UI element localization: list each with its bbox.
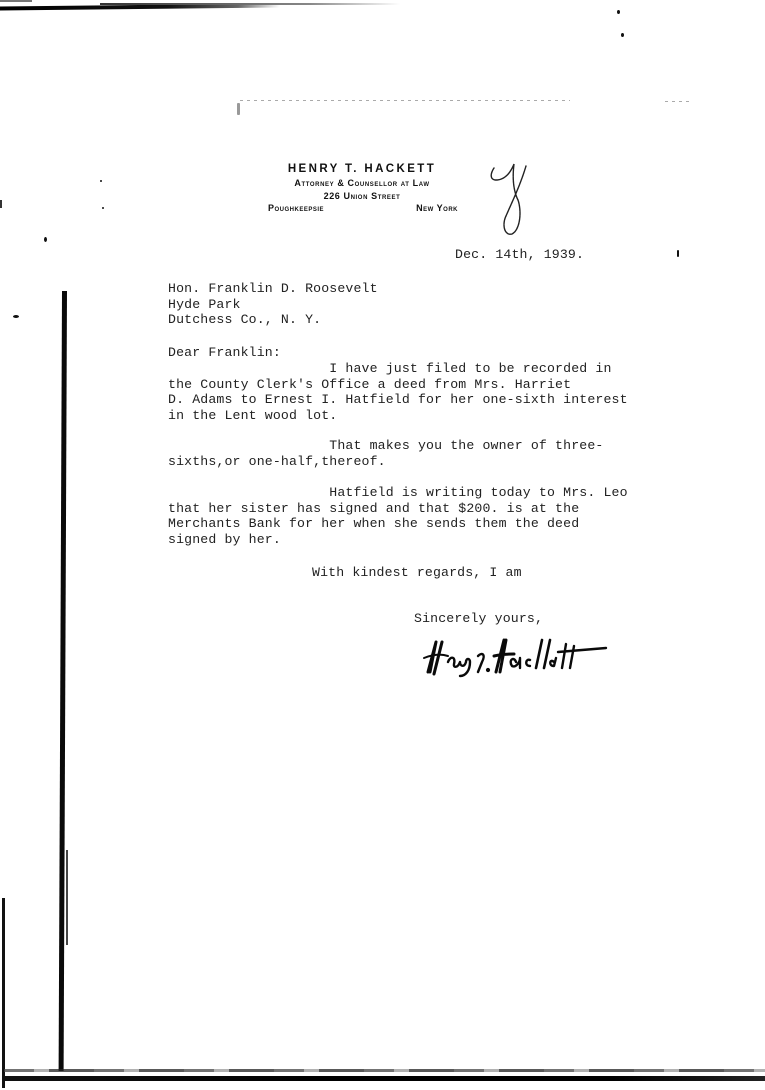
- letterhead-name: HENRY T. HACKETT: [287, 163, 437, 175]
- letterhead-title: Attorney & Counsellor at Law: [294, 178, 430, 188]
- scan-faint-line: [665, 101, 690, 102]
- scan-edge-mark: [0, 0, 32, 2]
- body-line: signed by her.: [168, 531, 281, 547]
- salutation: Dear Franklin:: [168, 345, 281, 360]
- scan-bottom-border-faint: [4, 1069, 765, 1072]
- body-line: Merchants Bank for her when she sends them the deed: [168, 516, 580, 531]
- letter-date: Dec. 14th, 1939.: [455, 247, 585, 262]
- body-paragraph-2: [168, 438, 603, 469]
- letterhead-city-row: [262, 202, 462, 215]
- recipient-line: Hon. Franklin D. Roosevelt: [168, 281, 378, 296]
- scan-left-thin-line: [66, 850, 68, 945]
- handwritten-initial-icon: [484, 160, 554, 240]
- handwritten-signature-icon: [420, 632, 610, 678]
- body-line: that her sister has signed and that $200. is at the: [168, 500, 580, 516]
- speck: [617, 10, 620, 14]
- letterhead-address: 226 Union Street: [323, 191, 401, 201]
- scan-left-binding-bar: [59, 291, 67, 1071]
- closing-line: With kindest regards, I am: [312, 565, 522, 580]
- body-paragraph-3: [168, 485, 628, 547]
- scan-top-border-faint: [100, 3, 400, 5]
- speck: [621, 33, 624, 37]
- speck: [677, 250, 679, 257]
- recipient-address: [168, 281, 378, 328]
- letterhead-state: New York: [416, 203, 458, 213]
- body-line: in the Lent wood lot.: [168, 407, 338, 423]
- body-line: Hatfield is writing today to Mrs. Leo: [168, 485, 628, 500]
- body-paragraph-1: [168, 361, 628, 423]
- speck: [13, 315, 19, 318]
- scan-faint-line: [240, 100, 570, 101]
- speck: [44, 237, 47, 242]
- signoff: Sincerely yours,: [414, 611, 544, 626]
- recipient-line: Hyde Park: [168, 296, 241, 312]
- scan-left-edge: [2, 898, 5, 1088]
- recipient-line: Dutchess Co., N. Y.: [168, 312, 322, 327]
- speck: [102, 207, 104, 209]
- speck: [100, 180, 102, 182]
- body-line: the County Clerk's Office a deed from Mrs. Harriet: [168, 376, 572, 392]
- scan-edge-mark: [0, 200, 2, 208]
- body-line: That makes you the owner of three-: [168, 438, 604, 453]
- scan-bottom-border: [4, 1076, 765, 1081]
- body-line: D. Adams to Ernest I. Hatfield for her one-sixth interest: [168, 392, 628, 407]
- letterhead-city: Poughkeepsie: [268, 203, 325, 213]
- letterhead: [262, 162, 462, 215]
- body-line: I have just filed to be recorded in: [168, 361, 612, 376]
- speck: [237, 103, 240, 115]
- body-line: sixths,or one-half,thereof.: [168, 453, 386, 469]
